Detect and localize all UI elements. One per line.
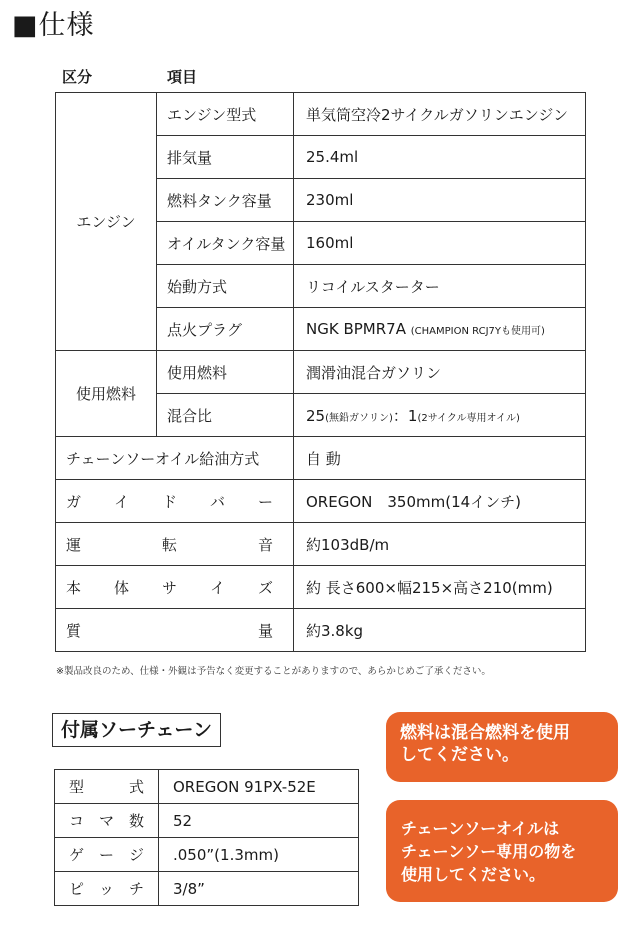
row-label-char: 数 [128, 812, 144, 830]
row-label-char: ジ [128, 846, 144, 864]
table-row [56, 437, 586, 480]
spec-item: 使用燃料 [157, 351, 294, 394]
saw-chain-table [54, 769, 359, 906]
chain-value: 52 [159, 804, 359, 838]
spec-value: 約 長さ600×幅215×高さ210(mm) [294, 566, 586, 609]
spec-item-wide [56, 523, 294, 566]
row-label-char: ー [98, 846, 114, 864]
spec-value: 230ml [294, 179, 586, 222]
spec-value: OREGON 350mm(14インチ) [294, 480, 586, 523]
spec-value [294, 308, 586, 351]
chain-value: 3/8” [159, 872, 359, 906]
chain-label [55, 804, 159, 838]
chain-value: .050”(1.3mm) [159, 838, 359, 872]
spec-value: 単気筒空冷2サイクルガソリンエンジン [294, 93, 586, 136]
row-label-char: 量 [257, 621, 273, 640]
table-row [55, 838, 359, 872]
header-item: 項目 [167, 68, 198, 86]
oil-callout [386, 800, 618, 902]
spec-item: 燃料タンク容量 [157, 179, 294, 222]
disclaimer-note: ※製品改良のため、仕様・外観は予告なく変更することがありますので、あらかじめご了承ください。 [56, 666, 491, 677]
saw-chain-title: 付属ソーチェーン [52, 713, 221, 747]
table-row [55, 770, 359, 804]
row-label-char: ッ [98, 880, 114, 898]
spark-plug-note: (CHAMPION RCJ7Yも使用可) [410, 326, 545, 337]
spec-value: 約3.8kg [294, 609, 586, 652]
table-row [56, 351, 586, 394]
spec-item-wide [56, 437, 294, 480]
row-label-char: コ [69, 812, 85, 830]
table-row [55, 872, 359, 906]
table-row [56, 93, 586, 136]
spark-plug-model: NGK BPMR7A [306, 320, 406, 338]
spec-item: オイルタンク容量 [157, 222, 294, 265]
spec-item: 混合比 [157, 394, 294, 437]
callout-line: してください。 [400, 745, 519, 765]
category-fuel: 使用燃料 [56, 351, 157, 437]
callout-line: チェーンソー専用の物を [401, 842, 577, 861]
category-engine: エンジン [56, 93, 157, 351]
row-label-char: 運 [66, 535, 82, 554]
row-label: チェーンソーオイル給油方式 [66, 449, 260, 468]
chain-value: OREGON 91PX-52E [159, 770, 359, 804]
callout-line: チェーンソーオイルは [401, 819, 560, 838]
spec-item-wide [56, 480, 294, 523]
row-label-char: ガ [66, 492, 82, 511]
table-row [56, 480, 586, 523]
row-label-char: 型 [69, 778, 85, 796]
callout-line: 燃料は混合燃料を使用 [400, 723, 570, 743]
row-label-char: チ [128, 880, 144, 898]
row-label-char: 体 [113, 578, 129, 597]
spec-item: エンジン型式 [157, 93, 294, 136]
row-label-char: サ [161, 578, 177, 597]
row-label-char: 転 [161, 535, 177, 554]
spec-item: 排気量 [157, 136, 294, 179]
spec-value: 25.4ml [294, 136, 586, 179]
mix-ratio-fuel: 25 [306, 406, 326, 425]
section-title: ■仕様 [12, 10, 95, 41]
row-label-char: バ [209, 492, 225, 511]
row-label-char: 本 [66, 578, 82, 597]
header-category: 区分 [62, 68, 93, 86]
mix-ratio-fuel-note: (無鉛ガソリン) [325, 412, 393, 424]
spec-item: 点火プラグ [157, 308, 294, 351]
chain-label [55, 872, 159, 906]
row-label-char: マ [98, 812, 114, 830]
spec-item-wide [56, 566, 294, 609]
spec-value [294, 394, 586, 437]
spec-table [55, 92, 586, 652]
row-label-char: ピ [69, 880, 85, 898]
spec-item: 始動方式 [157, 265, 294, 308]
row-label-char: ズ [257, 578, 273, 597]
table-row [55, 804, 359, 838]
spec-value: 自 動 [294, 437, 586, 480]
table-row [56, 609, 586, 652]
row-label-char: 質 [66, 621, 82, 640]
spec-value: 160ml [294, 222, 586, 265]
fuel-callout [386, 712, 618, 782]
table-row [56, 523, 586, 566]
spec-value: 潤滑油混合ガソリン [294, 351, 586, 394]
mix-ratio-oil: ：1 [392, 406, 418, 425]
chain-label [55, 838, 159, 872]
row-label-char: 式 [128, 778, 144, 796]
row-label-char: ド [161, 492, 177, 511]
mix-ratio-oil-note: (2サイクル専用オイル) [417, 412, 520, 424]
row-label-char: ゲ [69, 846, 85, 864]
row-label-char: ー [257, 492, 273, 511]
row-label-char: イ [113, 492, 129, 511]
chain-label [55, 770, 159, 804]
spec-value: リコイルスターター [294, 265, 586, 308]
spec-item-wide [56, 609, 294, 652]
callout-line: 使用してください。 [401, 865, 546, 884]
row-label-char: イ [209, 578, 225, 597]
spec-value: 約103dB/m [294, 523, 586, 566]
table-row [56, 566, 586, 609]
row-label-char: 音 [257, 535, 273, 554]
